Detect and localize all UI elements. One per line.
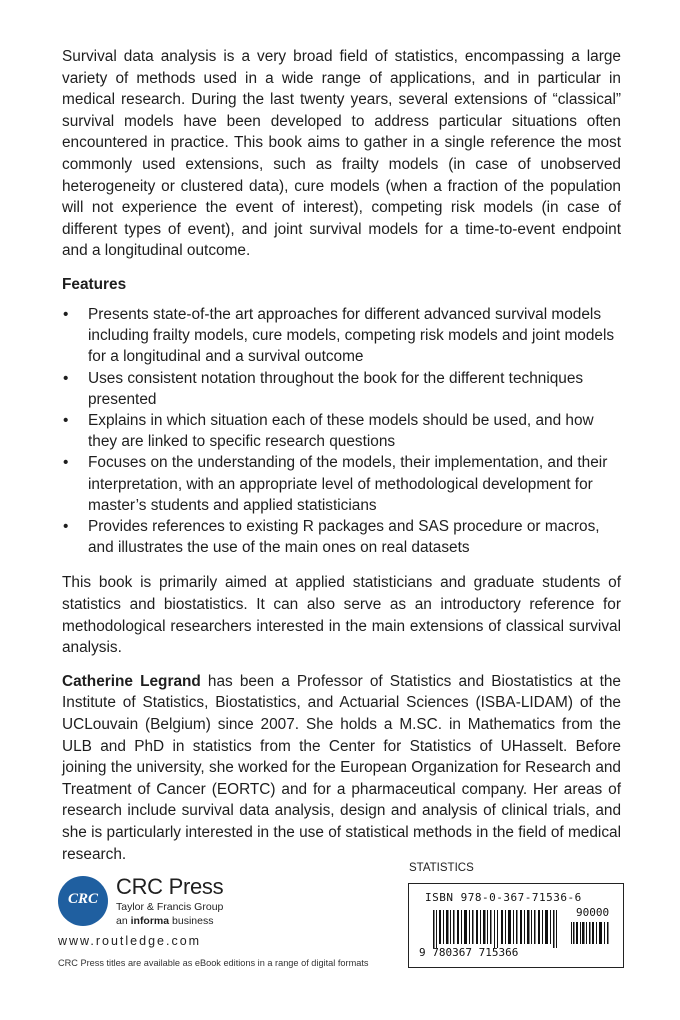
- author-bio-text: has been a Professor of Statistics and Biostatistics at the Institute of Statistics, Biostatistics, and Actuarial Sciences (ISBA-LIDAM) of the UCLouvain (Belgium) since 2007. She holds a M.SC. in Mathematics from the ULB and PhD in statistics from the Center for Statistics of UHasselt. Before joining the university, she worked for the European Organization for Research and Treatment of Cancer (EORTC) and for a pharmaceutical company. Her areas of research include survival data analysis, design and analysis of clinical trials, and she is particularly interested in the use of statistical methods in the field of medical research.: [62, 672, 621, 863]
- ebook-note: CRC Press titles are available as eBook editions in a range of digital formats: [58, 958, 369, 968]
- publisher-block: [58, 876, 378, 948]
- publisher-group: Taylor & Francis Group: [116, 901, 224, 913]
- ean-digits: 9 780367 715366: [419, 946, 519, 959]
- logo-text: CRC: [67, 891, 98, 907]
- author-bio: [62, 671, 621, 865]
- list-item: • Uses consistent notation throughout the book for the different techniques presented: [62, 368, 621, 410]
- list-item: • Provides references to existing R packages and SAS procedure or macros, and illustrates the use of the main ones on real datasets: [62, 516, 621, 558]
- subject-label: STATISTICS: [409, 862, 474, 874]
- website-link[interactable]: www.routledge.com: [58, 934, 202, 948]
- barcode-bars: [431, 904, 611, 948]
- features-list: [62, 304, 621, 558]
- crc-logo-icon: [58, 876, 108, 926]
- features-heading: Features: [62, 275, 127, 293]
- list-item: • Focuses on the understanding of the models, their implementation, and their interpretation, with an appropriate level of methodological development for master’s students and applied statisticians: [62, 452, 621, 516]
- author-name: Catherine Legrand: [62, 672, 201, 690]
- isbn-barcode: [408, 883, 624, 968]
- publisher-name: CRC Press: [116, 874, 224, 899]
- list-item: • Presents state-of-the art approaches for different advanced survival models including frailty models, cure models, competing risk models and joint models for a longitudinal and a survival outcome: [62, 304, 621, 368]
- list-item: • Explains in which situation each of these models should be used, and how they are linked to specific research questions: [62, 410, 621, 452]
- isbn-text: ISBN 978-0-367-71536-6: [425, 891, 582, 904]
- intro-paragraph: Survival data analysis is a very broad field of statistics, encompassing a large variety of methods used in a wide range of applications, and in particular in medical research. During the last twenty years, several extensions of “classical” survival models have been developed to address particular situations often encountered in practice. This book aims to gather in a single reference the most commonly used extensions, such as frailty models (in case of unobserved heterogeneity or clustered data), cure models (when a fraction of the population will not experience the event of interest), competing risk models (in case of different types of event), and joint survival models for a time-to-event endpoint and a longitudinal outcome.: [62, 48, 621, 260]
- back-cover-text: [62, 46, 621, 865]
- audience-paragraph: This book is primarily aimed at applied statisticians and graduate students of statistics and biostatistics. It can also serve as an introductory reference for methodological researchers interested in the main extensions of classical survival analysis.: [62, 574, 621, 657]
- price-code: 90000: [576, 906, 610, 919]
- publisher-informa: an informa business: [116, 914, 214, 927]
